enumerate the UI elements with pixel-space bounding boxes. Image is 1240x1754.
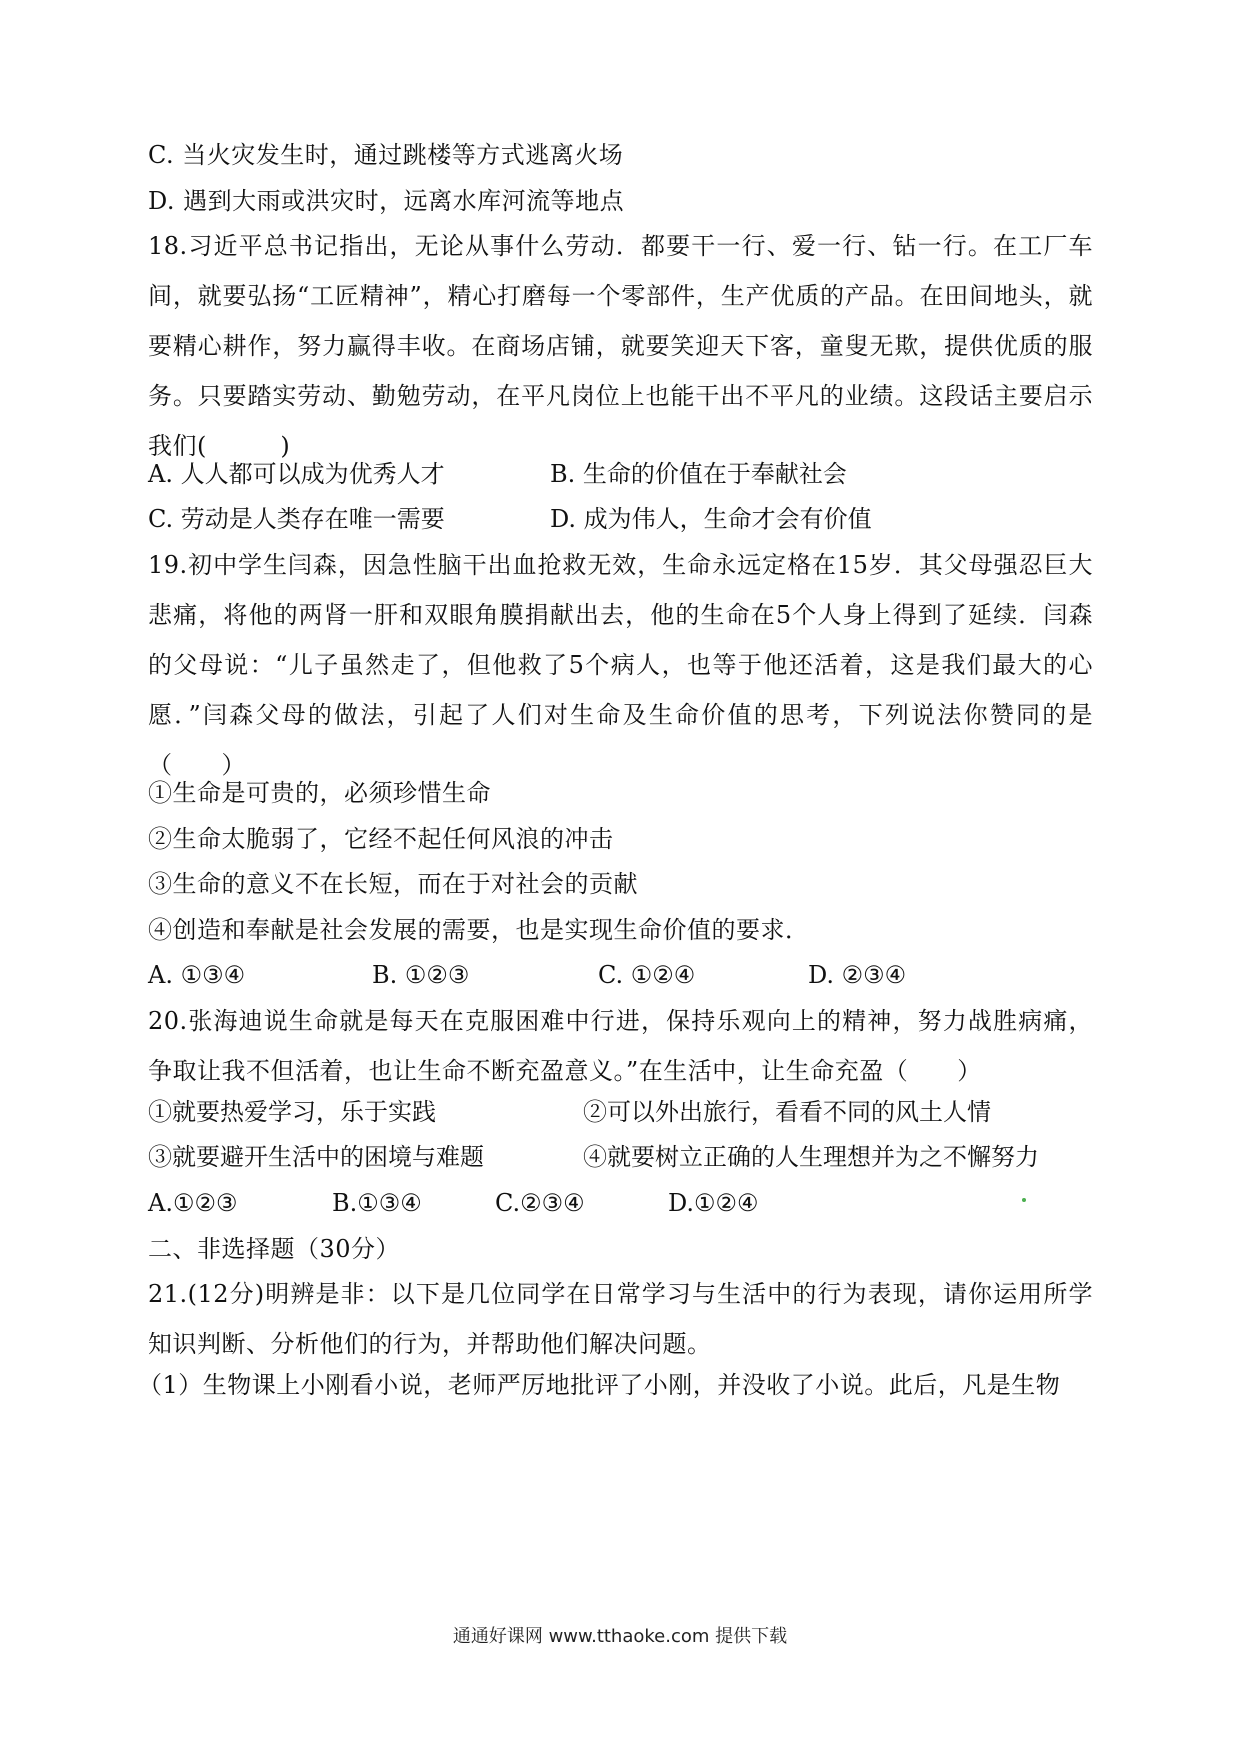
q19-statement-3: ③生命的意义不在长短，而在于对社会的贡献 bbox=[148, 870, 638, 898]
q19-option-d: D. ②③④ bbox=[808, 961, 907, 989]
q19-statement-2: ②生命太脆弱了，它经不起任何风浪的冲击 bbox=[148, 825, 614, 853]
q19-statement-1: ①生命是可贵的，必须珍惜生命 bbox=[148, 779, 491, 807]
q19-statement-4: ④创造和奉献是社会发展的需要，也是实现生命价值的要求． bbox=[148, 916, 810, 944]
mark-dot bbox=[1022, 1198, 1026, 1202]
q21-stem: 21.(12分)明辨是非：以下是几位同学在日常学习与生活中的行为表现，请你运用所学知识判断、分析他们的行为，并帮助他们解决问题。 bbox=[148, 1280, 1093, 1358]
q19-stem: 19.初中学生闫森，因急性脑干出血抢救无效，生命永远定格在15岁．其父母强忍巨大悲痛，将他的两肾一肝和双眼角膜捐献出去，他的生命在5个人身上得到了延续．闫森的父母说：“儿子虽然走了，但他救了5个病人，也等于他还活着，这是我们最大的心愿．”闫森父母的做法，引起了人们对生命及生命价值的思考，下列说法你赞同的是（ ） bbox=[148, 551, 1093, 779]
q19-option-a: A. ①③④ bbox=[148, 961, 246, 989]
q20-statement-4: ④就要树立正确的人生理想并为之不懈努力 bbox=[583, 1143, 1039, 1171]
q18-stem: 18.习近平总书记指出，无论从事什么劳动．都要干一行、爱一行、钻一行。在工厂车间，就要弘扬“工匠精神”，精心打磨每一个零部件，生产优质的产品。在田间地头，就要精心耕作，努力赢得丰收。在商场店铺，就要笑迎天下客，童叟无欺，提供优质的服务。只要踏实劳动、勤勉劳动，在平凡岗位上也能干出不平凡的业绩。这段话主要启示我们( ) bbox=[148, 232, 1093, 460]
q20-stem: 20.张海迪说生命就是每天在克服困难中行进，保持乐观向上的精神，努力战胜病痛，争取让我不但活着，也让生命不断充盈意义。”在生活中，让生命充盈（ ） bbox=[148, 1007, 1093, 1085]
q20-statement-2: ②可以外出旅行，看看不同的风土人情 bbox=[583, 1098, 991, 1126]
q17-option-d: D. 遇到大雨或洪灾时，远离水库河流等地点 bbox=[148, 187, 625, 215]
q20-option-b: B.①③④ bbox=[332, 1189, 422, 1217]
q18-option-a: A. 人人都可以成为优秀人才 bbox=[148, 460, 445, 488]
q18-option-b: B. 生命的价值在于奉献社会 bbox=[550, 460, 847, 488]
q20-statement-1: ①就要热爱学习，乐于实践 bbox=[148, 1098, 436, 1126]
q20-option-d: D.①②④ bbox=[668, 1189, 759, 1217]
q20-option-a: A.①②③ bbox=[148, 1189, 238, 1217]
q19-option-b: B. ①②③ bbox=[372, 961, 470, 989]
q18-option-d: D. 成为伟人，生命才会有价值 bbox=[550, 505, 872, 533]
section-heading: 二、非选择题（30分） bbox=[148, 1235, 401, 1263]
q19-option-c: C. ①②④ bbox=[598, 961, 696, 989]
q20-option-c: C.②③④ bbox=[495, 1189, 585, 1217]
q18-option-c: C. 劳动是人类存在唯一需要 bbox=[148, 505, 445, 533]
q20-statement-3: ③就要避开生活中的困境与难题 bbox=[148, 1143, 484, 1171]
q17-option-c: C. 当火灾发生时，通过跳楼等方式逃离火场 bbox=[148, 141, 624, 169]
footer-source: 通通好课网 www.tthaoke.com 提供下载 bbox=[452, 1626, 788, 1647]
q21-part-1: （1）生物课上小刚看小说，老师严厉地批评了小刚，并没收了小说。此后，凡是生物 bbox=[138, 1371, 1061, 1399]
